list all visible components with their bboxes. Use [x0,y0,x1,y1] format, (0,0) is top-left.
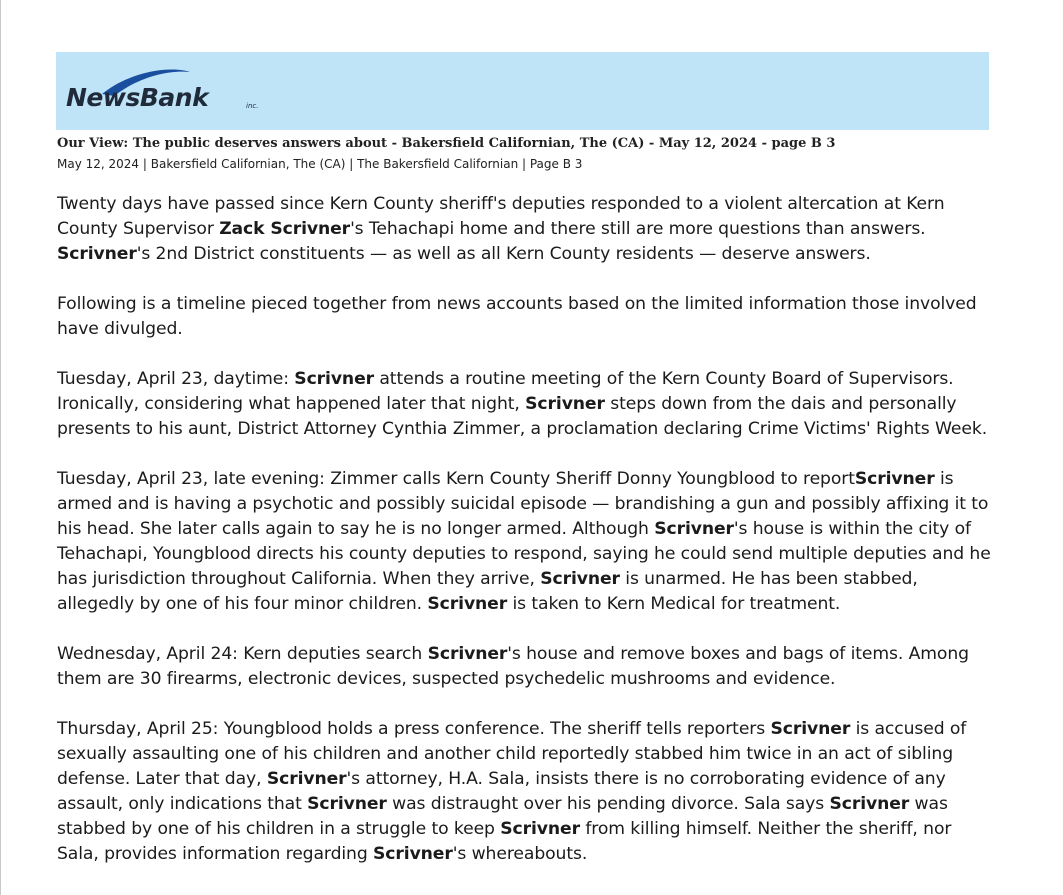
paragraph-text: Thursday, April 25: Youngblood holds a press conference. The sheriff tells reporters [57,719,771,739]
paragraph-text: 's attorney, H.A. Sala, insists there is no corroborating evidence of any assault, only indications that [57,769,946,814]
highlighted-term: Scrivner [427,594,508,614]
logo-inc-suffix: inc. [246,102,259,110]
paragraph-text: Wednesday, April 24: Kern deputies search [57,644,428,664]
highlighted-term: Scrivner [829,794,910,814]
article-paragraph [57,717,992,867]
highlighted-term: Scrivner [540,569,620,589]
article-paragraph [57,642,992,692]
paragraph-text: 's house and remove boxes and bags of items. Among them are 30 firearms, electronic devices, suspected psychedelic mushrooms and evidence. [57,644,969,689]
article-meta: May 12, 2024 | Bakersfield Californian, The (CA) | The Bakersfield Californian | Page B 3 [57,157,583,171]
paragraph-text: Tuesday, April 23, late evening: Zimmer calls Kern County Sheriff Donny Youngblood to report [57,469,855,489]
newsbank-banner [56,52,989,130]
highlighted-term: Scrivner [654,519,734,539]
page-left-border [0,0,1,895]
article-paragraph [57,292,992,342]
paragraph-text: Following is a timeline pieced together from news accounts based on the limited information those involved have divulged. [57,294,977,339]
highlighted-term: Scrivner [373,844,453,864]
paragraph-text: attends a routine meeting of the Kern County Board of Supervisors. Ironically, considering what happened later that night, [57,369,954,414]
highlighted-term: Scrivner [854,469,935,489]
paragraph-text: 's whereabouts. [452,844,588,864]
paragraph-text: 's Tehachapi home and there still are more questions than answers. [350,219,926,239]
highlighted-term: Scrivner [770,719,851,739]
highlighted-term: Zack Scrivner [219,219,351,239]
highlighted-term: Scrivner [266,769,347,789]
paragraph-text: is unarmed. He has been stabbed, allegedly by one of his four minor children. [57,569,918,614]
paragraph-text: from killing himself. Neither the sheriff, nor Sala, provides information regarding [57,819,952,864]
paragraph-text: steps down from the dais and personally presents to his aunt, District Attorney Cynthia Zimmer, a proclamation declaring Crime Victims' Rights Week. [57,394,988,439]
highlighted-term: Scrivner [525,394,605,414]
paragraph-text: is taken to Kern Medical for treatment. [507,594,841,614]
article-paragraph [57,467,992,617]
paragraph-text: Tuesday, April 23, daytime: [57,369,295,389]
highlighted-term: Scrivner [57,244,137,264]
article-paragraph [57,192,992,267]
paragraph-text: was stabbed by one of his children in a struggle to keep [57,794,948,839]
highlighted-term: Scrivner [500,819,580,839]
paragraph-text: is armed and is having a psychotic and possibly suicidal episode — brandishing a gun and possibly affixing it to his head. She later calls again to say he is no longer armed. Although [57,469,989,539]
highlighted-term: Scrivner [427,644,508,664]
paragraph-text: 's 2nd District constituents — as well as all Kern County residents — deserve answers. [136,244,871,264]
article-body [57,192,992,892]
article-paragraph [57,367,992,442]
paragraph-text: 's house is within the city of Tehachapi, Youngblood directs his county deputies to respond, saying he could send multiple deputies and he has jurisdiction throughout California. When they arrive, [57,519,991,589]
highlighted-term: Scrivner [307,794,387,814]
newsbank-logo [62,66,282,116]
article-headline: Our View: The public deserves answers about - Bakersfield Californian, The (CA) - May 12, 2024 - page B 3 [57,136,836,151]
paragraph-text: was distraught over his pending divorce. Sala says [386,794,830,814]
logo-wordmark: NewsBank [66,83,209,112]
paragraph-text: Twenty days have passed since Kern County sheriff's deputies responded to a violent altercation at Kern County Supervisor [57,194,945,239]
highlighted-term: Scrivner [294,369,375,389]
paragraph-text: is accused of sexually assaulting one of his children and another child reportedly stabbed him twice in an act of sibling defense. Later that day, [57,719,967,789]
